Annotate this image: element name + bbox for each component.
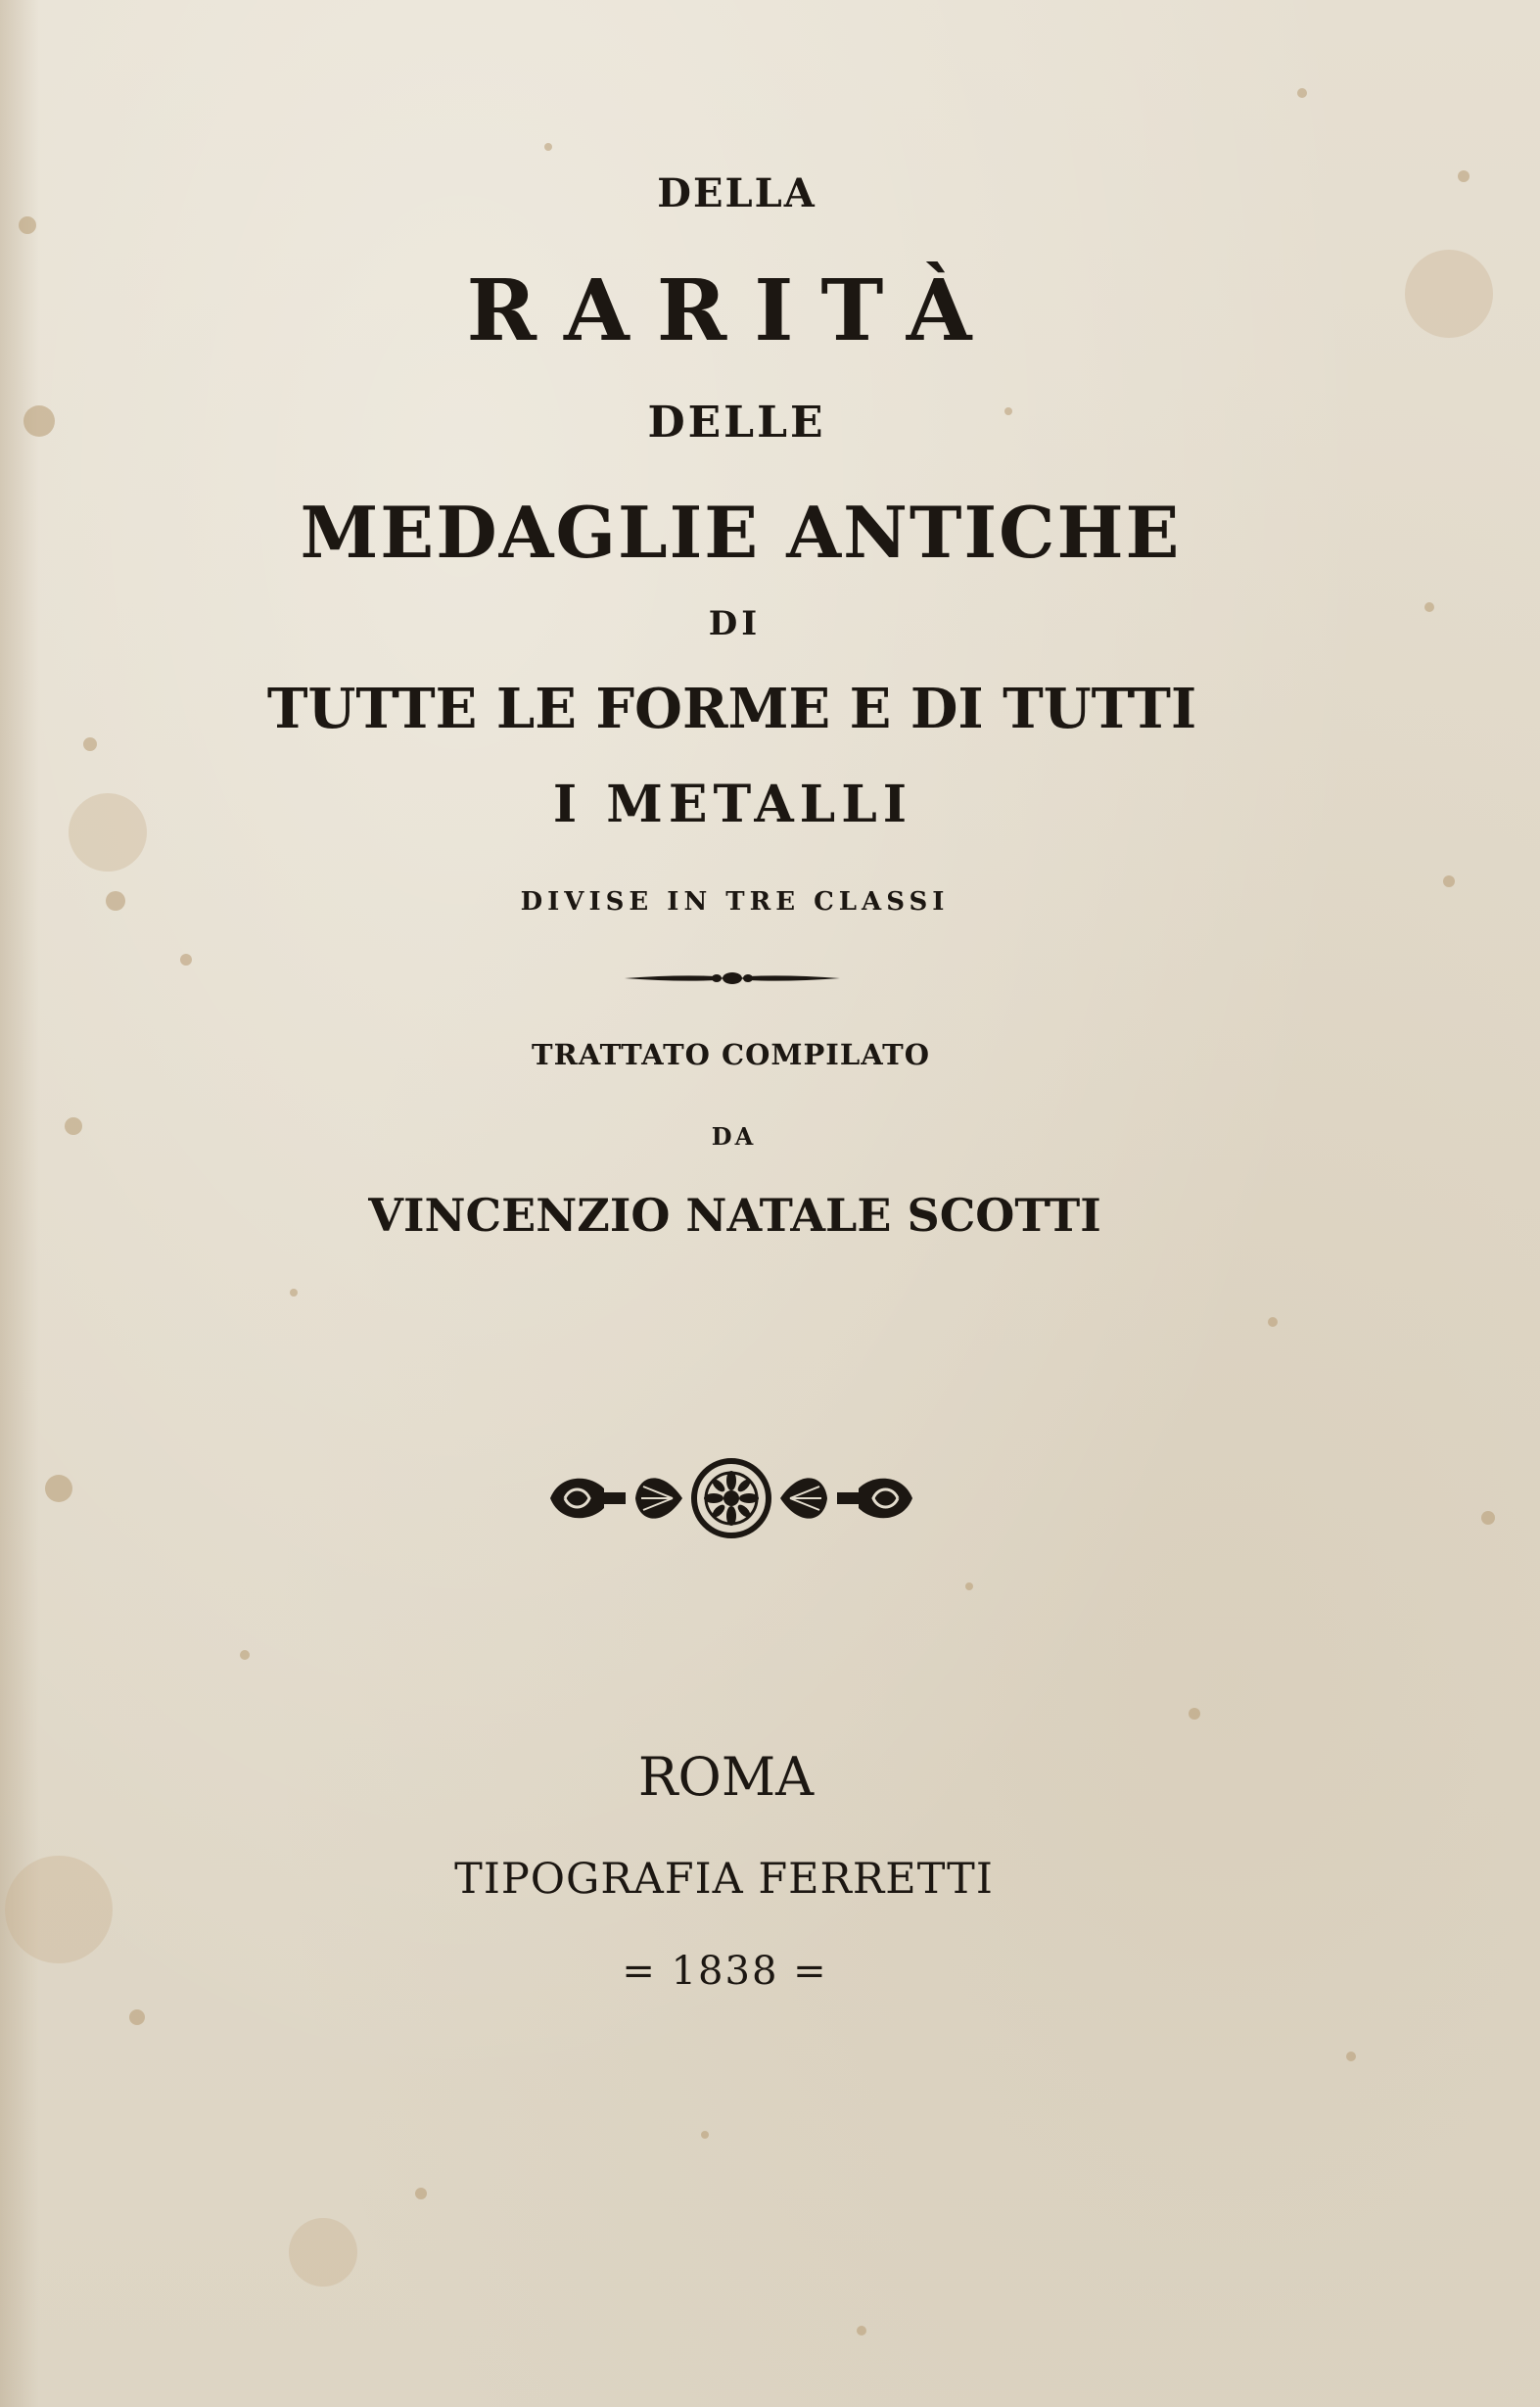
author-name: VINCENZIO NATALE SCOTTI bbox=[368, 1189, 1101, 1242]
da-line: DA bbox=[711, 1122, 757, 1151]
fleuron-ornament-icon bbox=[545, 1449, 917, 1547]
title-line-di: DI bbox=[708, 604, 762, 643]
trattato-line: TRATTATO COMPILATO bbox=[532, 1038, 930, 1071]
imprint-year: = 1838 = bbox=[622, 1949, 828, 1994]
imprint-city: ROMA bbox=[637, 1746, 815, 1808]
imprint-printer: TIPOGRAFIA FERRETTI bbox=[454, 1855, 994, 1904]
title-line-rarita: RARITÀ bbox=[466, 261, 1000, 360]
title-line-tutte: TUTTE LE FORME E DI TUTTI bbox=[266, 677, 1197, 741]
title-line-delle: DELLE bbox=[647, 398, 826, 448]
subtitle-divise: DIVISE IN TRE CLASSI bbox=[520, 887, 950, 917]
decorative-rule-icon bbox=[623, 964, 842, 993]
title-line-della: DELLA bbox=[657, 170, 817, 216]
title-line-metalli: I METALLI bbox=[552, 775, 913, 834]
title-line-medaglie: MEDAGLIE ANTICHE bbox=[300, 491, 1182, 574]
